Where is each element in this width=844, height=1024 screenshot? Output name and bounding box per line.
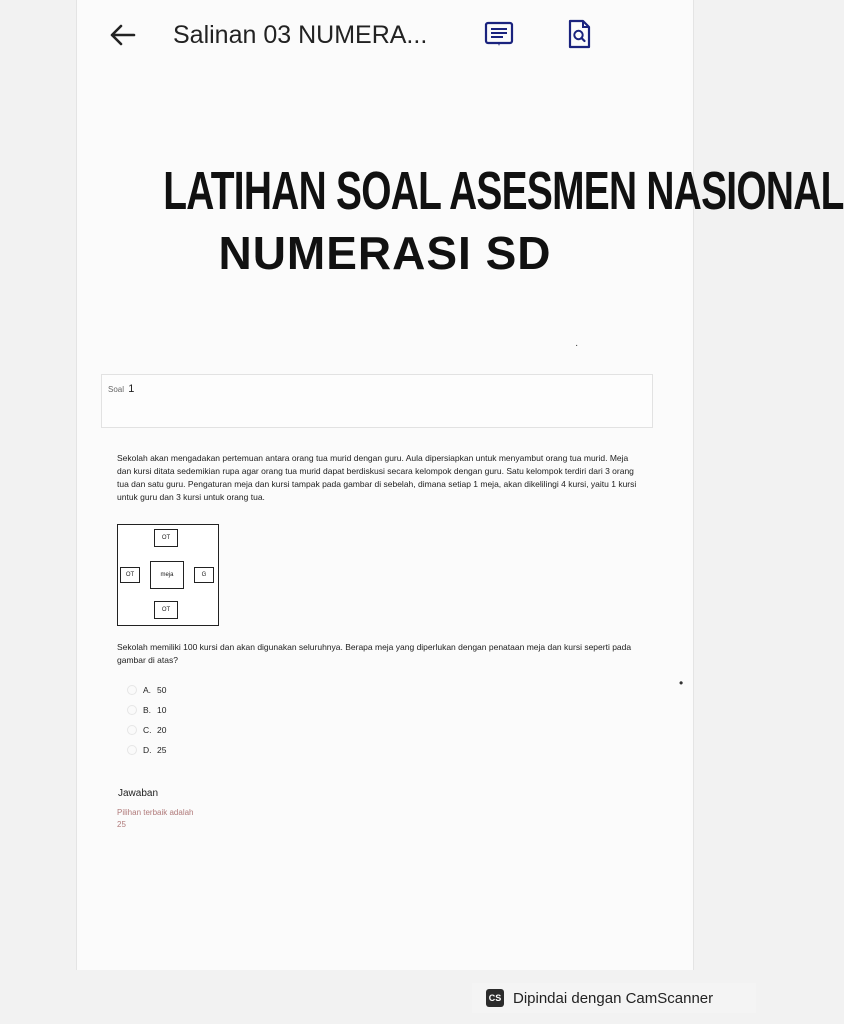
camscanner-watermark (472, 983, 756, 1013)
option-letter: C. (143, 725, 152, 735)
answer-explanation: Pilihan terbaik adalah (117, 808, 194, 817)
table-center: meja (150, 561, 184, 589)
heading-line-1: LATIHAN SOAL ASESMEN NASIONAL (163, 161, 844, 221)
answer-heading: Jawaban (118, 788, 159, 799)
back-button[interactable] (105, 18, 139, 52)
radio-icon (127, 685, 137, 695)
question-prompt: Sekolah memiliki 100 kursi dan akan digunakan seluruhnya. Berapa meja yang diperlukan dengan penataan meja dan kursi seperti pada gambar di atas? (117, 642, 632, 665)
option-a[interactable] (127, 680, 166, 700)
arrow-left-icon (108, 23, 136, 47)
option-letter: B. (143, 705, 152, 715)
option-value: 50 (157, 685, 167, 695)
answer-options (127, 680, 166, 760)
document-page (76, 0, 844, 970)
question-header-box (101, 374, 653, 428)
question-text: Sekolah akan mengadakan pertemuan antara orang tua murid dengan guru. Aula dipersiapkan untuk menyambut orang tua murid. Meja dan kursi ditata sedemikian rupa agar orang tua murid dapat berdiskusi secara kelompok dengan guru. Satu kelompok terdiri dari 3 orang tua dan satu guru. Pengaturan meja dan kursi tampak pada gambar di sebelah, dimana setiap 1 meja, akan dikelilingi 4 kursi, yaitu 1 kursi untuk guru dan 3 kursi untuk orang tua. (117, 453, 637, 502)
view-text-button[interactable] (481, 16, 517, 52)
question-number: 1 (128, 383, 135, 395)
watermark-text: Dipindai dengan CamScanner (513, 989, 714, 1007)
seating-diagram (117, 524, 219, 626)
scan-dot: • (679, 676, 684, 690)
file-search-icon (566, 19, 592, 49)
heading-line-2: NUMERASI SD (218, 227, 552, 279)
option-letter: D. (143, 745, 152, 755)
chair-bottom: OT (154, 601, 178, 619)
camscanner-logo-icon: CS (486, 989, 504, 1007)
radio-icon (127, 745, 137, 755)
option-value: 25 (157, 745, 167, 755)
chair-top: OT (154, 529, 178, 547)
question-label-text: Soal (108, 385, 125, 394)
app-bar (77, 0, 693, 70)
question-label (108, 383, 134, 395)
document-lines-icon (484, 21, 514, 47)
radio-icon (127, 705, 137, 715)
option-value: 10 (157, 705, 167, 715)
search-document-button[interactable] (561, 16, 597, 52)
radio-icon (127, 725, 137, 735)
answer-value: 25 (117, 820, 126, 829)
scan-mark: · (575, 340, 579, 351)
option-d[interactable] (127, 740, 166, 760)
chair-right: G (194, 567, 214, 583)
answer-text (117, 807, 194, 831)
chair-left: OT (120, 567, 140, 583)
option-c[interactable] (127, 720, 166, 740)
option-letter: A. (143, 685, 152, 695)
option-value: 20 (157, 725, 167, 735)
option-b[interactable] (127, 700, 166, 720)
document-title: Salinan 03 NUMERA... (173, 21, 428, 49)
